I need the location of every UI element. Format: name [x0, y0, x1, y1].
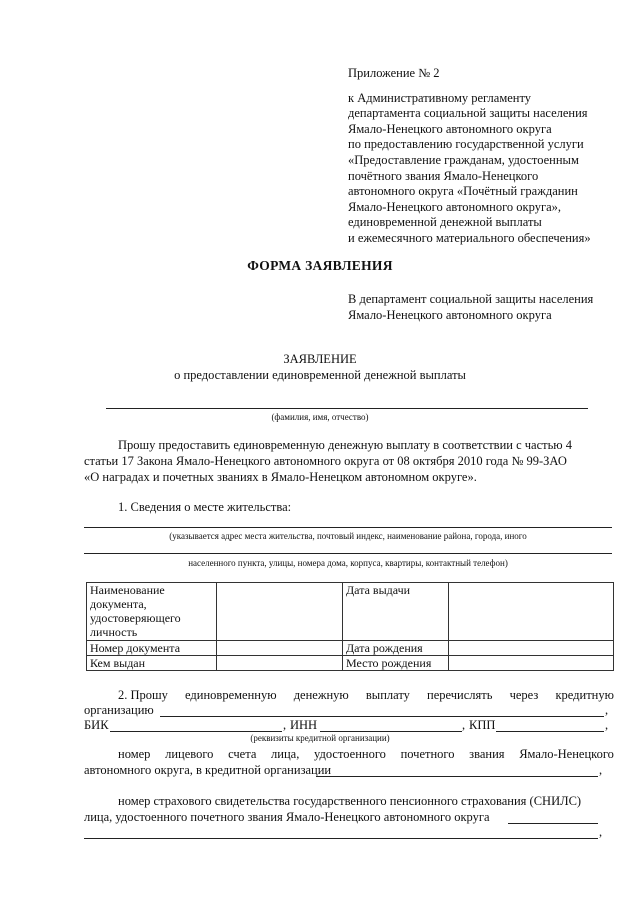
appendix-line: Ямало-Ненецкого автономного округа: [348, 121, 552, 136]
org-field-line[interactable]: [160, 716, 604, 717]
doc-type-label: [87, 583, 217, 641]
snils-line-1: номер страхового свидетельства государственного пенсионного страхования (СНИЛС): [118, 794, 582, 808]
bik-label: БИК: [84, 718, 109, 732]
fio-field-line[interactable]: [106, 408, 588, 409]
account-field-line[interactable]: [316, 776, 598, 777]
section2-word: выплату: [365, 688, 410, 702]
account-word: звания: [469, 747, 505, 761]
section2-word: денежную: [293, 688, 349, 702]
section2-word: перечислять: [427, 688, 493, 702]
account-word: почетного: [400, 747, 455, 761]
doc-number-cell[interactable]: [217, 641, 343, 656]
account-line-2: автономного округа, в кредитной организации: [84, 763, 332, 777]
kpp-field-line[interactable]: [496, 731, 604, 732]
doc-type-label-line: документа,: [90, 597, 147, 611]
appendix-line: к Административному регламенту: [348, 90, 532, 105]
account-comma: ,: [599, 763, 603, 777]
account-word: Ямало-Ненецкого: [519, 747, 614, 761]
address-field-line-1[interactable]: [84, 527, 612, 528]
appendix-line: почётного звания Ямало-Ненецкого: [348, 168, 539, 183]
bik-field-line[interactable]: [110, 731, 282, 732]
statement-subtitle: о предоставлении единовременной денежной выплаты: [174, 368, 466, 382]
addressee-line: Ямало-Ненецкого автономного округа: [348, 307, 552, 322]
issued-by-cell[interactable]: [217, 656, 343, 671]
inn-label: ИНН: [290, 718, 318, 732]
issued-by-label: Кем выдан: [87, 656, 217, 671]
section1-label: 1. Сведения о месте жительства:: [118, 500, 292, 514]
section2-word: единовременную: [185, 688, 277, 702]
address-hint-2: населенного пункта, улицы, номера дома, корпуса, квартиры, контактный телефон): [188, 558, 508, 568]
account-word: счета: [228, 747, 257, 761]
section2-word: через: [509, 688, 539, 702]
section2-word: кредитную: [555, 688, 614, 702]
doc-type-label-line: Наименование: [90, 583, 165, 597]
request-line-1: Прошу предоставить единовременную денежную выплату в соответствии с частью 4: [118, 438, 573, 452]
snils-comma: ,: [599, 825, 603, 839]
fio-hint: (фамилия, имя, отчество): [271, 412, 369, 422]
section2-word: 2. Прошу: [118, 688, 168, 702]
appendix-line: Ямало-Ненецкого автономного округа»,: [348, 199, 561, 214]
appendix-block: [348, 66, 591, 247]
account-word: номер: [118, 747, 151, 761]
snils-field-line-1[interactable]: [508, 823, 598, 824]
appendix-line: автономного округа «Почётный гражданин: [348, 184, 578, 199]
account-word: лица,: [271, 747, 300, 761]
addressee-line: В департамент социальной защиты населения: [348, 292, 594, 306]
doc-type-label-line: личность: [90, 625, 138, 639]
inn-field-line[interactable]: [320, 731, 462, 732]
doc-type-cell[interactable]: [217, 583, 343, 641]
birth-place-cell[interactable]: [449, 656, 614, 671]
section2-line-1: [118, 688, 614, 704]
addressee: [348, 292, 593, 323]
section2-org-label: организацию: [84, 703, 154, 717]
appendix-line: по предоставлению государственной услуги: [348, 137, 584, 152]
appendix-line: департамента социальной защиты населения: [348, 106, 588, 121]
birth-date-cell[interactable]: [449, 641, 614, 656]
account-word: лицевого: [165, 747, 214, 761]
snils-line-2: лица, удостоенного почетного звания Ямало-Ненецкого автономного округа: [84, 810, 490, 824]
issue-date-label: Дата выдачи: [343, 583, 449, 641]
form-title: ФОРМА ЗАЯВЛЕНИЯ: [247, 258, 393, 273]
bank-hint: (реквизиты кредитной организации): [250, 733, 390, 743]
kpp-comma: ,: [605, 718, 609, 732]
inn-comma: ,: [462, 718, 466, 732]
appendix-line: и ежемесячного материального обеспечения»: [348, 230, 591, 245]
appendix-line: единовременной денежной выплаты: [348, 215, 542, 230]
kpp-label: КПП: [469, 718, 496, 732]
birth-date-label: Дата рождения: [343, 641, 449, 656]
appendix-title: Приложение № 2: [348, 66, 440, 80]
account-line-1: [118, 747, 614, 763]
bik-comma: ,: [283, 718, 287, 732]
address-hint-1: (указывается адрес места жительства, почтовый индекс, наименование района, города, иного: [169, 531, 527, 541]
issue-date-cell[interactable]: [449, 583, 614, 641]
doc-type-label-line: удостоверяющего: [90, 611, 181, 625]
document-table: [86, 582, 614, 671]
account-word: удостоенного: [314, 747, 386, 761]
org-comma: ,: [605, 703, 609, 717]
snils-field-line-2[interactable]: [84, 838, 598, 839]
birth-place-label: Место рождения: [343, 656, 449, 671]
statement-title: ЗАЯВЛЕНИЕ: [283, 352, 357, 366]
appendix-line: «Предоставление гражданам, удостоенным: [348, 152, 579, 167]
request-line-3: «О наградах и почетных званиях в Ямало-Ненецком автономном округе».: [84, 470, 477, 484]
doc-number-label: Номер документа: [87, 641, 217, 656]
request-line-2: статьи 17 Закона Ямало-Ненецкого автономного округа от 08 октября 2010 года № 99-ЗАО: [84, 454, 567, 468]
address-field-line-2[interactable]: [84, 553, 612, 554]
